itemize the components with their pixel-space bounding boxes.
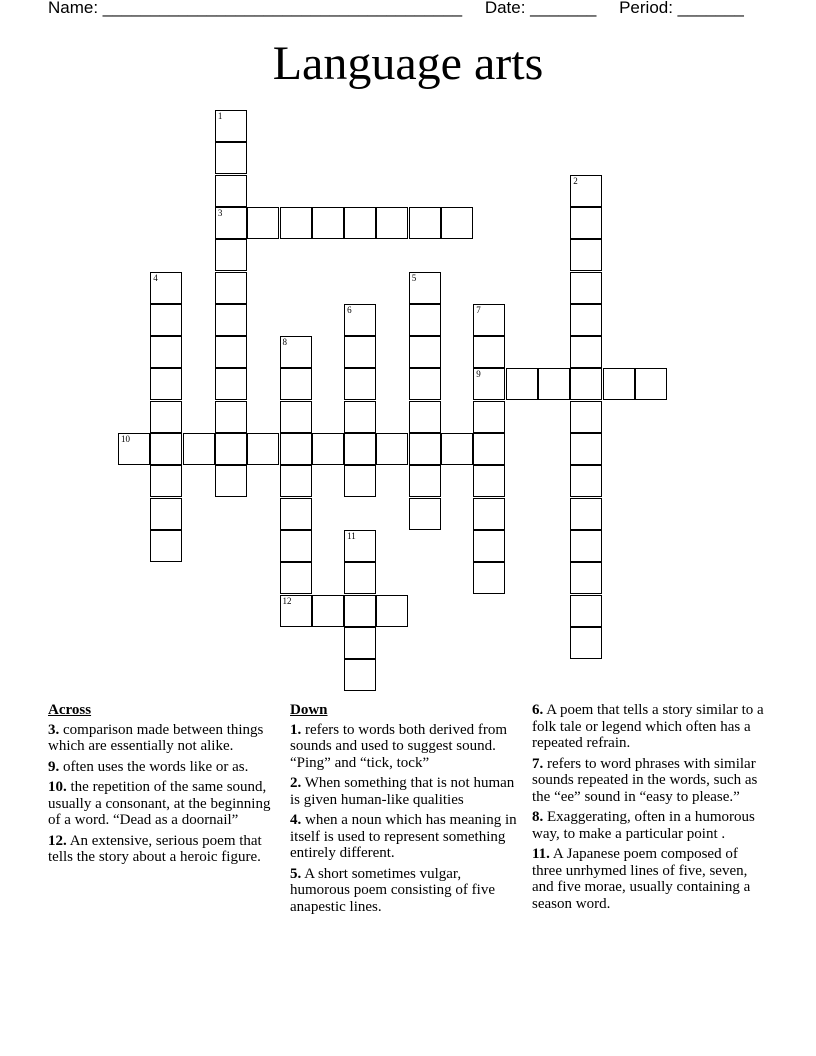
grid-cell[interactable]	[344, 401, 376, 433]
grid-cell[interactable]	[215, 110, 247, 142]
clue-across-3: 3. comparison made between things which are essentially not alike.	[48, 721, 264, 754]
grid-cell[interactable]	[280, 401, 312, 433]
grid-cell[interactable]	[183, 433, 215, 465]
grid-cell[interactable]	[603, 368, 635, 400]
header	[48, 0, 762, 18]
clue-down-11: 11. A Japanese poem composed of three unrhymed lines of five, seven, and five morae, usually containing a season word.	[532, 846, 751, 912]
clue-down-6: 6. A poem that tells a story similar to a folk tale or legend which often has a repeated refrain.	[532, 702, 764, 751]
grid-cell[interactable]	[215, 207, 247, 239]
grid-cell[interactable]	[215, 465, 247, 497]
cell-number: 12	[282, 595, 292, 606]
grid-cell[interactable]	[344, 627, 376, 659]
clue-down-8: 8. Exaggerating, often in a humorous way, to make a particular point .	[532, 809, 755, 842]
grid-cell[interactable]	[118, 433, 150, 465]
grid-cell[interactable]	[280, 368, 312, 400]
cell-number: 11	[347, 530, 356, 541]
clue-down-1: 1. refers to words both derived from sounds and used to suggest sound. “Ping” and “tick, tock”	[290, 721, 508, 771]
grid-cell[interactable]	[312, 207, 344, 239]
cell-number: 6	[347, 304, 352, 315]
grid-cell[interactable]	[344, 562, 376, 594]
grid-cell[interactable]	[473, 530, 505, 562]
page-title: Language arts	[272, 37, 544, 90]
cell-number: 10	[121, 434, 130, 444]
cell-number: 4	[153, 272, 158, 283]
clue-down-2: 2. When something that is not human is given human-like qualities	[290, 775, 515, 808]
grid-cell[interactable]	[215, 433, 247, 465]
grid-cell[interactable]	[215, 304, 247, 336]
clue-down-7: 7. refers to word phrases with similar sounds repeated in the words, such as the “ee” sound in “easy to please.”	[532, 755, 758, 805]
clue-down-4: 4. when a noun which has meaning in itself is used to represent something entirely different.	[290, 812, 517, 861]
grid-cell[interactable]	[570, 562, 602, 594]
grid-cell[interactable]	[570, 272, 602, 304]
grid-cell[interactable]	[473, 401, 505, 433]
grid-cell[interactable]	[570, 465, 602, 497]
grid-cell[interactable]	[247, 207, 279, 239]
grid-cell[interactable]	[150, 368, 182, 400]
grid-cell[interactable]	[538, 368, 570, 400]
cell-number: 7	[476, 304, 481, 315]
grid-cell[interactable]	[215, 142, 247, 174]
grid-cell[interactable]	[409, 304, 441, 336]
grid-cell[interactable]	[570, 207, 602, 239]
grid-cell[interactable]	[570, 433, 602, 465]
grid-cell[interactable]	[570, 530, 602, 562]
cell-number: 8	[282, 337, 287, 348]
grid-cell[interactable]	[280, 530, 312, 562]
grid-cell[interactable]	[280, 207, 312, 239]
grid-cell[interactable]	[150, 465, 182, 497]
grid-cell[interactable]	[280, 433, 312, 465]
grid-cell[interactable]	[280, 562, 312, 594]
grid-cell[interactable]	[506, 368, 538, 400]
across-heading: Across	[48, 702, 92, 718]
grid-cell[interactable]	[150, 304, 182, 336]
grid-cell[interactable]	[215, 239, 247, 271]
cell-number: 1	[217, 111, 223, 121]
grid-cell[interactable]	[570, 368, 602, 400]
grid-cell[interactable]	[280, 498, 312, 530]
grid-cell[interactable]	[473, 304, 505, 336]
grid-cell[interactable]	[312, 433, 344, 465]
date-field[interactable]: Date: _______	[484, 0, 597, 17]
grid-cell[interactable]	[376, 595, 408, 627]
grid-cell[interactable]	[215, 272, 247, 304]
grid-cell[interactable]	[376, 207, 408, 239]
grid-cell[interactable]	[344, 659, 376, 691]
grid-cell[interactable]	[409, 368, 441, 400]
grid-cell[interactable]	[473, 465, 505, 497]
grid-cell[interactable]	[441, 433, 473, 465]
grid-cell[interactable]	[344, 207, 376, 239]
grid-cell[interactable]	[344, 304, 376, 336]
grid-cell[interactable]	[570, 595, 602, 627]
grid-cell[interactable]	[409, 272, 441, 304]
grid-cell[interactable]	[215, 401, 247, 433]
grid-cell[interactable]	[344, 433, 376, 465]
grid-cell[interactable]	[473, 336, 505, 368]
cell-number: 5	[411, 272, 417, 283]
grid-cell[interactable]	[344, 465, 376, 497]
grid-cell[interactable]	[409, 401, 441, 433]
grid-cell[interactable]	[409, 207, 441, 239]
cell-number: 2	[573, 175, 578, 186]
down-clues-column-2	[532, 702, 770, 916]
grid-cell[interactable]	[409, 336, 441, 368]
grid-cell[interactable]	[215, 368, 247, 400]
grid-cell[interactable]	[150, 401, 182, 433]
down-clues-column-1	[290, 702, 522, 919]
grid-cell[interactable]	[570, 239, 602, 271]
clue-across-10: 10. the repetition of the same sound, usually a consonant, at the beginning of a word. “Dead as a doornail”	[48, 779, 271, 828]
period-field[interactable]: Period: _______	[619, 0, 744, 17]
clue-across-12: 12. An extensive, serious poem that tells the story about a heroic figure.	[48, 832, 262, 865]
grid-cell[interactable]	[570, 336, 602, 368]
grid-cell[interactable]	[570, 401, 602, 433]
grid-cell[interactable]	[635, 368, 667, 400]
grid-cell[interactable]	[344, 530, 376, 562]
clue-across-9: 9. often uses the words like or as.	[48, 758, 249, 775]
grid-cell[interactable]	[570, 498, 602, 530]
grid-cell[interactable]	[409, 433, 441, 465]
grid-cell[interactable]	[312, 595, 344, 627]
across-clues	[48, 702, 276, 870]
grid-cell[interactable]	[409, 465, 441, 497]
grid-cell[interactable]	[247, 433, 279, 465]
grid-cell[interactable]	[344, 595, 376, 627]
grid-cell[interactable]	[473, 433, 505, 465]
grid-cell[interactable]	[409, 498, 441, 530]
grid-cell[interactable]	[344, 368, 376, 400]
clue-down-5: 5. A short sometimes vulgar, humorous poem consisting of five anapestic lines.	[290, 865, 495, 915]
cell-number: 3	[217, 207, 223, 218]
grid-cell[interactable]	[570, 304, 602, 336]
grid-cell[interactable]	[280, 336, 312, 368]
grid-cell[interactable]	[280, 595, 312, 627]
grid-cell[interactable]	[150, 530, 182, 562]
name-field[interactable]: Name: ______________________________________	[48, 0, 463, 17]
grid-cell[interactable]	[215, 175, 247, 207]
grid-cell[interactable]	[150, 336, 182, 368]
grid-cell[interactable]	[376, 433, 408, 465]
grid-cell[interactable]	[280, 465, 312, 497]
grid-cell[interactable]	[570, 627, 602, 659]
grid-cell[interactable]	[473, 498, 505, 530]
grid-cell[interactable]	[570, 175, 602, 207]
grid-cell[interactable]	[150, 433, 182, 465]
grid-cell[interactable]	[344, 336, 376, 368]
grid-cell[interactable]	[473, 562, 505, 594]
grid-cell[interactable]	[473, 368, 505, 400]
grid-cell[interactable]	[150, 272, 182, 304]
grid-cell[interactable]	[150, 498, 182, 530]
grid-cell[interactable]	[441, 207, 473, 239]
cell-number: 9	[476, 369, 481, 380]
down-heading: Down	[290, 702, 328, 718]
grid-cell[interactable]	[215, 336, 247, 368]
